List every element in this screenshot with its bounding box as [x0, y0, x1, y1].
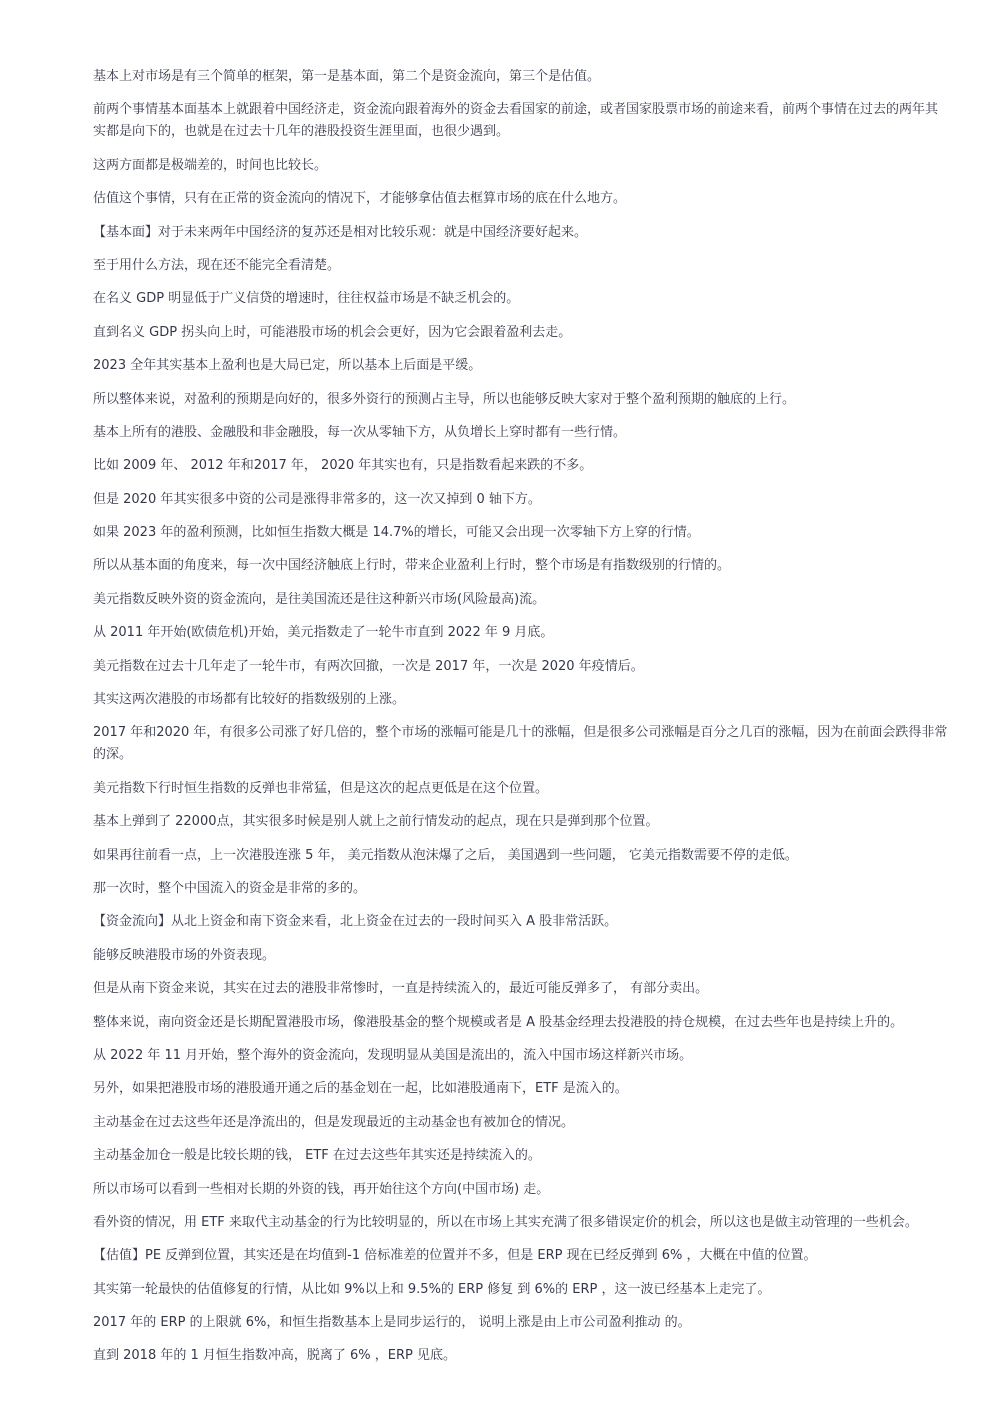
paragraph: 从 2022 年 11 月开始，整个海外的资金流向，发现明显从美国是流出的，流入中国市场这样新兴市场。	[93, 1047, 693, 1063]
paragraph: 所以市场可以看到一些相对长期的外资的钱，再开始往这个方向(中国市场) 走。	[93, 1181, 550, 1197]
paragraph: 能够反映港股市场的外资表现。	[93, 947, 276, 963]
document-body	[93, 66, 949, 1379]
paragraph: 2017 年和2020 年，有很多公司涨了好几倍的，整个市场的涨幅可能是几十的涨幅，但是很多公司涨幅是百分之几百的涨幅，因为在前面会跌得非常的深。	[93, 725, 948, 763]
paragraph: 2023 全年其实基本上盈利也是大局已定，所以基本上后面是平缓。	[93, 358, 482, 374]
paragraph: 看外资的情况，用 ETF 来取代主动基金的行为比较明显的，所以在市场上其实充满了很多错误定价的机会，所以这也是做主动管理的一些机会。	[93, 1214, 918, 1230]
paragraph: 美元指数下行时恒生指数的反弹也非常猛，但是这次的起点更低是在这个位置。	[93, 780, 549, 796]
paragraph: 直到 2018 年的 1 月恒生指数冲高，脱离了 6% ，ERP 见底。	[93, 1348, 456, 1364]
paragraph: 美元指数在过去十几年走了一轮牛市，有两次回撤，一次是 2017 年，一次是 2020 年疫情后。	[93, 658, 644, 674]
paragraph: 至于用什么方法，现在还不能完全看清楚。	[93, 257, 341, 273]
paragraph: 美元指数反映外资的资金流向，是往美国流还是往这种新兴市场(风险最高)流。	[93, 591, 546, 607]
paragraph: 主动基金加仓一般是比较长期的钱， ETF 在过去这些年其实还是持续流入的。	[93, 1148, 541, 1164]
paragraph: 基本上所有的港股、金融股和非金融股，每一次从零轴下方，从负增长上穿时都有一些行情。	[93, 424, 627, 440]
paragraph: 所以从基本面的角度来，每一次中国经济触底上行时，带来企业盈利上行时，整个市场是有指数级别的行情的。	[93, 558, 731, 574]
paragraph: 这两方面都是极端差的，时间也比较长。	[93, 157, 328, 173]
paragraph-fundamentals-heading: 【基本面】对于未来两年中国经济的复苏还是相对比较乐观：就是中国经济要好起来。	[93, 224, 588, 240]
paragraph: 其实第一轮最快的估值修复的行情，从比如 9%以上和 9.5%的 ERP 修复 到 6%的 ERP ，这一波已经基本上走完了。	[93, 1281, 771, 1297]
paragraph: 所以整体来说，对盈利的预期是向好的，很多外资行的预测占主导，所以也能够反映大家对于整个盈利预期的触底的上行。	[93, 391, 796, 407]
paragraph: 其实这两次港股的市场都有比较好的指数级别的上涨。	[93, 692, 406, 708]
paragraph: 另外，如果把港股市场的港股通开通之后的基金划在一起，比如港股通南下，ETF 是流入的。	[93, 1081, 628, 1097]
paragraph: 主动基金在过去这些年还是净流出的，但是发现最近的主动基金也有被加仓的情况。	[93, 1114, 575, 1130]
paragraph: 整体来说，南向资金还是长期配置港股市场，像港股基金的整个规模或者是 A 股基金经理去投港股的持仓规模，在过去些年也是持续上升的。	[93, 1014, 904, 1030]
paragraph: 基本上对市场是有三个简单的框架，第一是基本面，第二个是资金流向，第三个是估值。	[93, 69, 601, 84]
paragraph-capital-flow-heading: 【资金流向】从北上资金和南下资金来看，北上资金在过去的一段时间买入 A 股非常活跃。	[93, 914, 618, 930]
paragraph: 但是 2020 年其实很多中资的公司是涨得非常多的，这一次又掉到 0 轴下方。	[93, 491, 541, 507]
paragraph: 如果再往前看一点，上一次港股连涨 5 年， 美元指数从泡沫爆了之后， 美国遇到一些问题， 它美元指数需要不停的走低。	[93, 847, 798, 863]
paragraph: 但是从南下资金来说，其实在过去的港股非常惨时，一直是持续流入的，最近可能反弹多了， 有部分卖出。	[93, 981, 709, 997]
paragraph: 在名义 GDP 明显低于广义信贷的增速时，往往权益市场是不缺乏机会的。	[93, 291, 520, 307]
paragraph: 直到名义 GDP 拐头向上时，可能港股市场的机会会更好，因为它会跟着盈利去走。	[93, 324, 572, 340]
paragraph: 估值这个事情，只有在正常的资金流向的情况下，才能够拿估值去框算市场的底在什么地方。	[93, 191, 627, 207]
paragraph: 比如 2009 年、 2012 年和2017 年， 2020 年其实也有，只是指数看起来跌的不多。	[93, 458, 593, 474]
paragraph: 前两个事情基本面基本上就跟着中国经济走，资金流向跟着海外的资金去看国家的前途，或者国家股票市场的前途来看，前两个事情在过去的两年其实都是向下的，也就是在过去十几年的港股投资生涯里面，也很少遇到。	[93, 102, 939, 140]
paragraph: 如果 2023 年的盈利预测，比如恒生指数大概是 14.7%的增长，可能又会出现一次零轴下方上穿的行情。	[93, 525, 700, 541]
paragraph: 2017 年的 ERP 的上限就 6%，和恒生指数基本上是同步运行的， 说明上涨是由上市公司盈利推动 的。	[93, 1315, 691, 1331]
paragraph: 从 2011 年开始(欧债危机)开始，美元指数走了一轮牛市直到 2022 年 9 月底。	[93, 625, 554, 641]
paragraph-valuation-heading: 【估值】PE 反弹到位置，其实还是在均值到-1 倍标准差的位置并不多，但是 ERP 现在已经反弹到 6% ，大概在中值的位置。	[93, 1248, 817, 1264]
paragraph: 基本上弹到了 22000点，其实很多时候是别人就上之前行情发动的起点，现在只是弹到那个位置。	[93, 814, 659, 830]
paragraph: 那一次时，整个中国流入的资金是非常的多的。	[93, 880, 367, 896]
